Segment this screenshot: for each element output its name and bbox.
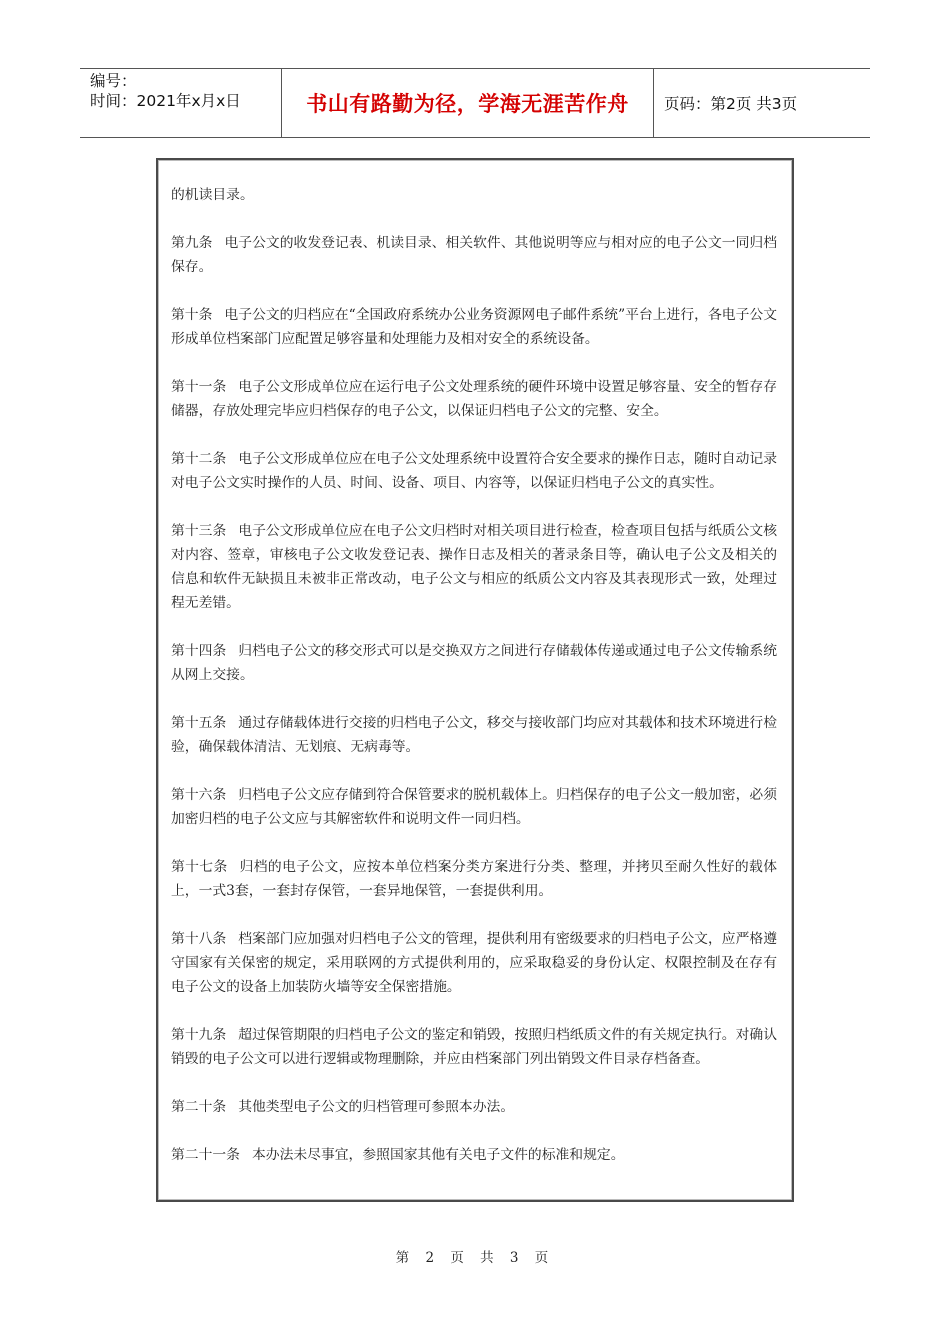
article-text: 归档电子公文应存储到符合保管要求的脱机载体上。归档保存的电子公文一般加密，必须加密归档的电子公文应与其解密软件和说明文件一同归档。 — [171, 787, 778, 827]
article-paragraph — [171, 1023, 777, 1071]
article-text: 本办法未尽事宜，参照国家其他有关电子文件的标准和规定。 — [251, 1147, 625, 1163]
page-footer: 第 2 页 共 3 页 — [395, 1250, 555, 1266]
article-number: 第十三条 — [171, 523, 227, 539]
article-paragraph — [171, 927, 777, 999]
article-paragraph — [171, 1095, 777, 1119]
article-number: 第十条 — [171, 307, 213, 323]
article-paragraph — [171, 303, 777, 351]
article-number: 第二十条 — [171, 1099, 227, 1115]
article-text: 电子公文形成单位应在电子公文处理系统中设置符合安全要求的操作日志，随时自动记录对电子公文实时操作的人员、时间、设备、项目、内容等，以保证归档电子公文的真实性。 — [171, 451, 778, 491]
article-paragraph — [171, 375, 777, 423]
page-header — [80, 68, 870, 138]
article-text: 超过保管期限的归档电子公文的鉴定和销毁，按照归档纸质文件的有关规定执行。对确认销毁的电子公文可以进行逻辑或物理删除，并应由档案部门列出销毁文件目录存档备查。 — [171, 1027, 778, 1067]
article-text: 档案部门应加强对归档电子公文的管理，提供利用有密级要求的归档电子公文，应严格遵守国家有关保密的规定，采用联网的方式提供利用的，应采取稳妥的身份认定、权限控制及在存有电子公文的设备上加装防火墙等安全保密措施。 — [171, 931, 778, 995]
article-number: 第十八条 — [171, 931, 227, 947]
article-number: 第十五条 — [171, 715, 227, 731]
article-paragraph — [171, 519, 777, 615]
article-text: 电子公文的收发登记表、机读目录、相关软件、其他说明等应与相对应的电子公文一同归档保存。 — [171, 235, 778, 275]
article-text: 的机读目录。 — [171, 187, 254, 203]
article-number: 第十四条 — [171, 643, 227, 659]
article-text: 归档的电子公文，应按本单位档案分类方案进行分类、整理，并拷贝至耐久性好的载体上，一式3套，一套封存保管，一套异地保管，一套提供利用。 — [171, 859, 778, 899]
article-paragraph — [171, 1143, 777, 1167]
header-meta — [80, 69, 282, 137]
article-number: 第十六条 — [171, 787, 227, 803]
article-paragraph — [171, 639, 777, 687]
article-text: 归档电子公文的移交形式可以是交换双方之间进行存储载体传递或通过电子公文传输系统从网上交接。 — [171, 643, 778, 683]
article-number: 第十一条 — [171, 379, 227, 395]
article-paragraph — [171, 711, 777, 759]
header-page-info: 页码：第2页 共3页 — [664, 95, 798, 113]
document-body — [171, 183, 777, 1191]
document-number-label: 编号： — [90, 72, 137, 90]
article-paragraph — [171, 183, 777, 207]
article-number: 第二十一条 — [171, 1147, 240, 1163]
article-paragraph — [171, 855, 777, 903]
article-number: 第九条 — [171, 235, 213, 251]
article-text: 电子公文的归档应在“全国政府系统办公业务资源网电子邮件系统”平台上进行，各电子公文形成单位档案部门应配置足够容量和处理能力及相对安全的系统设备。 — [171, 307, 777, 347]
article-text: 通过存储载体进行交接的归档电子公文，移交与接收部门均应对其载体和技术环境进行检验，确保载体清洁、无划痕、无病毒等。 — [171, 715, 778, 755]
article-paragraph — [171, 447, 777, 495]
article-text: 电子公文形成单位应在电子公文归档时对相关项目进行检查，检查项目包括与纸质公文核对内容、签章，审核电子公文收发登记表、操作日志及相关的著录条目等，确认电子公文及相关的信息和软件无缺损且未被非正常改动，电子公文与相应的纸质公文内容及其表现形式一致，处理过程无差错。 — [171, 523, 778, 611]
article-number: 第十九条 — [171, 1027, 227, 1043]
document-date: 时间：2021年x月x日 — [90, 92, 241, 110]
article-number: 第十二条 — [171, 451, 227, 467]
article-text: 其他类型电子公文的归档管理可参照本办法。 — [238, 1099, 515, 1115]
article-paragraph — [171, 783, 777, 831]
article-paragraph — [171, 231, 777, 279]
article-text: 电子公文形成单位应在运行电子公文处理系统的硬件环境中设置足够容量、安全的暂存存储器，存放处理完毕应归档保存的电子公文，以保证归档电子公文的完整、安全。 — [171, 379, 778, 419]
header-motto: 书山有路勤为径，学海无涯苦作舟 — [282, 69, 654, 137]
article-number: 第十七条 — [171, 859, 228, 875]
